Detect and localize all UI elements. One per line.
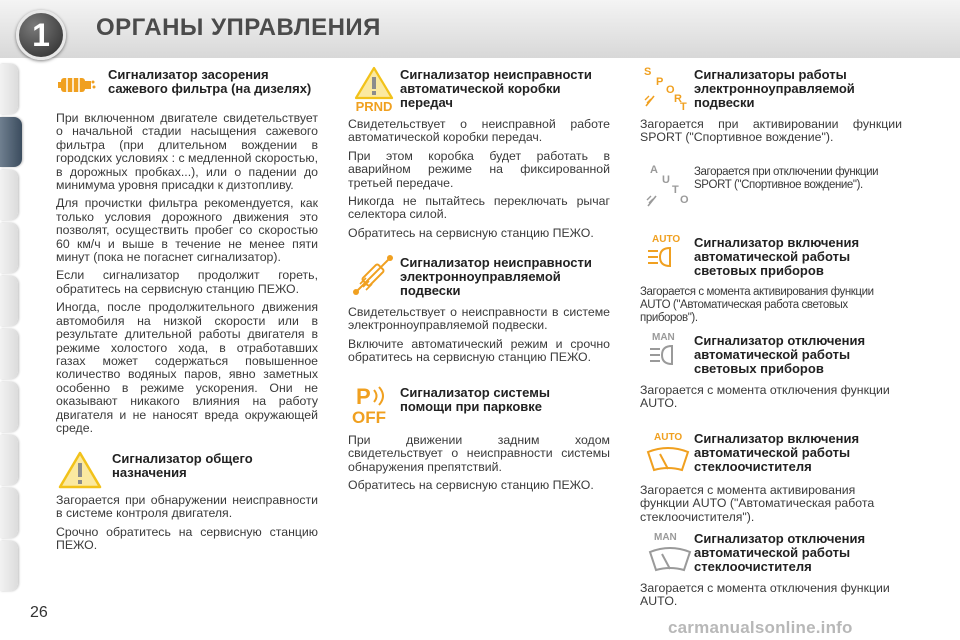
paragraph: Включите автоматический режим и срочно обратитесь на сервисную станцию ПЕЖО. [348, 336, 610, 365]
auto-letter-a: A [650, 164, 658, 176]
sport-letter-r: R [674, 93, 682, 105]
auto-letter-u: U [662, 174, 670, 186]
auto-letter-o: O [680, 194, 689, 206]
section-title: Сигнализатор неисправности электронноуправляемой подвески [400, 255, 592, 298]
side-tab[interactable] [0, 435, 18, 485]
gearbox-letters: PRND [355, 99, 393, 114]
paragraph: Загорается при активировании функции SPORT ("Спортивное вождение"). [640, 117, 902, 145]
side-tab-active[interactable] [0, 117, 22, 167]
section-body [56, 112, 318, 440]
paragraph: При этом коробка будет работать в аварийном режиме на фиксированной третьей передаче. [348, 148, 610, 190]
paragraph: При движении задним ходом свидетельствует о неисправности системы обнаружения препятствий. [348, 433, 610, 474]
section-parking-aid [348, 380, 610, 500]
paragraph: Загорается при отключении функции SPORT ("Спортивное вождение"). [694, 166, 879, 191]
suspension-icon [352, 254, 396, 296]
section-suspension-fault [348, 252, 610, 372]
auto-wiper-icon [644, 432, 692, 476]
side-tab[interactable] [0, 276, 18, 326]
section-title: Сигнализатор засорения сажевого фильтра (на дизелях) [108, 67, 312, 96]
side-tab[interactable] [0, 64, 18, 114]
parking-letter: P [356, 384, 371, 409]
manual-wiper-icon [646, 532, 694, 576]
section-auto-wiper [640, 426, 904, 526]
paragraph: Обратитесь на сервисную станцию ПЕЖО. [348, 478, 594, 493]
section-body [640, 484, 902, 529]
section-body [640, 286, 904, 330]
auto-lights-label: AUTO [652, 234, 681, 245]
paragraph: Свидетельствует о неисправности в системе электронноуправляемой подвески. [348, 305, 610, 333]
chapter-side-tabs [0, 64, 22, 594]
paragraph: Загорается с момента активирования функции AUTO ("Автоматическая работа стеклоочистителя"). [640, 483, 875, 524]
side-tab[interactable] [0, 223, 18, 273]
paragraph: Никогда не пытайтесь переключать рычаг селектора силой. [348, 194, 610, 222]
section-body [348, 306, 610, 370]
side-tab[interactable] [0, 382, 18, 432]
paragraph: Для прочистки фильтра рекомендуется, как только условия дорожного движения это позволят, осуществить пробег со скоростью 60 км/ч и выше в течение не менее пяти минут (пока не погаснет сигнализатор). [56, 196, 318, 265]
off-label: OFF [352, 408, 386, 427]
paragraph: Обратитесь на сервисную станцию ПЕЖО. [348, 225, 594, 240]
parking-aid-off-icon [352, 384, 398, 430]
gearbox-fault-icon [352, 66, 396, 116]
section-title: Сигнализатор включения автоматической работы стеклоочистителя [694, 431, 860, 474]
section-body [640, 118, 902, 150]
section-gearbox-fault [348, 62, 610, 242]
auto-wiper-label: AUTO [654, 432, 683, 443]
side-tab[interactable] [0, 541, 18, 591]
section-body [640, 384, 902, 416]
section-auto-suspension [640, 162, 904, 218]
paragraph: Свидетельствует о неисправной работе автоматической коробки передач. [348, 117, 610, 145]
manual-lights-label: MAN [652, 332, 675, 343]
section-title: Сигнализатор неисправности автоматической коробки передач [400, 67, 592, 110]
section-body [348, 434, 610, 498]
paragraph: Если сигнализатор продолжит гореть, обратитесь на сервисную станцию ПЕЖО. [56, 268, 318, 296]
section-title: Сигнализатор системы помощи при парковке [400, 385, 550, 414]
section-title: Сигнализатор включения автоматической работы световых приборов [694, 235, 860, 278]
section-body [694, 166, 904, 192]
chapter-number: 1 [32, 16, 50, 53]
auto-letter-t: T [672, 184, 679, 196]
section-particle-filter [56, 62, 318, 452]
section-sport-mode [640, 62, 904, 158]
side-tab[interactable] [0, 170, 18, 220]
section-body [56, 494, 318, 558]
auto-mode-icon [646, 164, 690, 210]
paragraph: Загорается с момента отключения функции AUTO. [640, 581, 890, 609]
section-title: Сигнализатор общего назначения [112, 451, 253, 480]
section-title: Сигнализаторы работы электронноуправляемой подвески [694, 67, 855, 110]
sport-letter-o: O [666, 84, 675, 96]
section-auto-lights [640, 230, 904, 324]
manual-lights-icon [646, 332, 692, 372]
section-body [640, 582, 902, 614]
section-body [348, 118, 610, 245]
side-tab[interactable] [0, 329, 18, 379]
sport-mode-icon [642, 66, 688, 112]
auto-lights-icon [644, 234, 690, 274]
section-manual-wiper [640, 526, 904, 616]
section-title: Сигнализатор отключения автоматической работы световых приборов [694, 333, 866, 376]
manual-wiper-label: MAN [654, 532, 677, 543]
paragraph: Загорается при обнаружении неисправности в системе контроля двигателя. [56, 493, 318, 521]
warning-triangle-icon [58, 450, 102, 490]
paragraph: Загорается с момента отключения функции AUTO. [640, 383, 890, 411]
sport-letter-s: S [644, 66, 652, 78]
paragraph: Иногда, после продолжительного движения автомобиля на низкой скорости или в результате длительной работы двигателя в режиме холостого хода, в отработавших газах может содержаться повышенное количество водяных паров, явно заметных особенно в режиме ускорения. Они не оказывают никакого влияния на работу двигателя и не наносят вреда окружающей среде. [56, 300, 318, 435]
paragraph: Загорается с момента активирования функции AUTO ("Автоматическая работа световых приборов"). [640, 286, 874, 324]
watermark: carmanualsonline.info [668, 618, 853, 637]
sport-letter-p: P [656, 76, 664, 88]
page-title: ОРГАНЫ УПРАВЛЕНИЯ [96, 14, 381, 41]
sport-letter-t: T [680, 101, 687, 113]
particle-filter-icon [58, 70, 96, 100]
section-manual-lights [640, 328, 904, 418]
side-tab[interactable] [0, 488, 18, 538]
paragraph: Срочно обратитесь на сервисную станцию ПЕЖО. [56, 524, 318, 553]
section-title: Сигнализатор отключения автоматической работы стеклоочистителя [694, 531, 866, 574]
page-number: 26 [30, 604, 48, 621]
paragraph: При включенном двигателе свидетельствует о начальной стадии насыщения сажевого фильтра (при длительном вождении в городских условиях : с медленной скоростью, в дорожных пробках...), или о падении до минимума уровня присадки к дизтопливу. [56, 111, 318, 193]
chapter-number-badge [16, 10, 66, 60]
section-general-warning [56, 450, 318, 560]
